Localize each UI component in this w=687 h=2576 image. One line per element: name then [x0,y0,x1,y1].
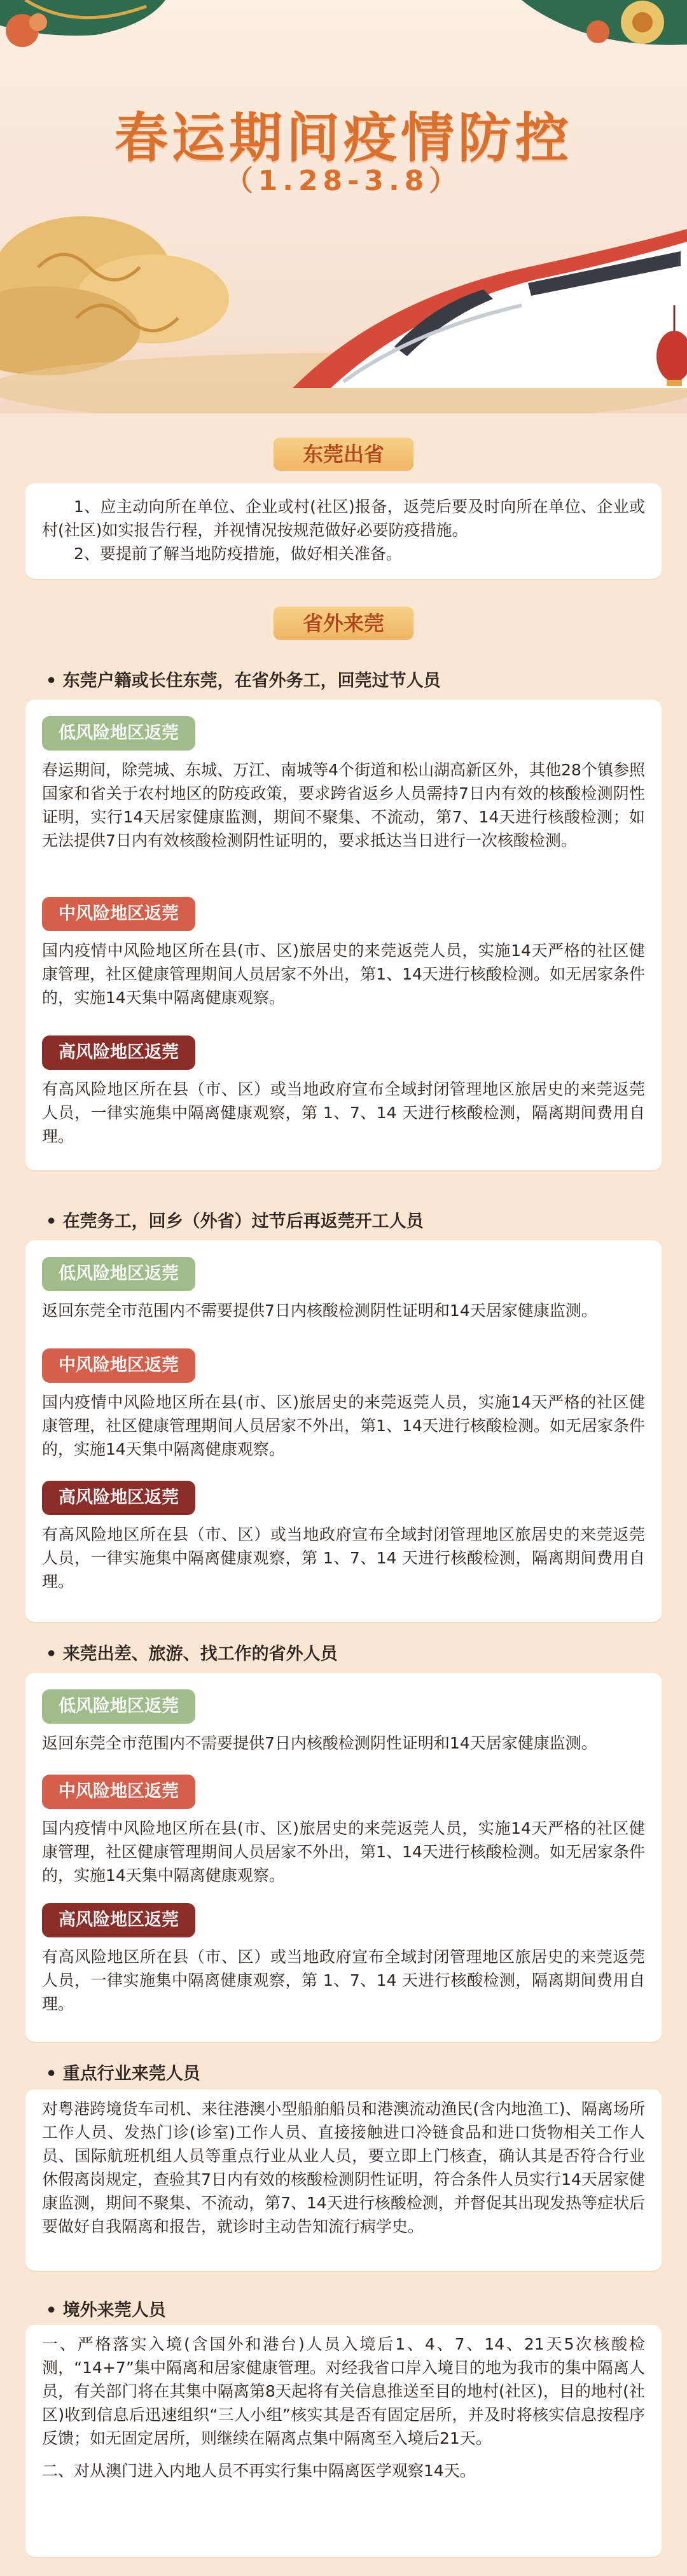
risk-text-mid: 国内疫情中风险地区所在县(市、区)旅居史的来莞返莞人员，实施14天严格的社区健康管理，社区健康管理期间人员居家不外出，第1、14天进行核酸检测。如无居家条件的，实施14天集中隔离健康观察。 [42,1819,645,1885]
risk-block-low [25,1689,662,1755]
group-heading-returning-workers: • 在莞务工，回乡（外省）过节后再返莞开工人员 [46,1212,424,1231]
risk-block-low [25,1257,662,1322]
risk-text-low: 返回东莞全市范围内不需要提供7日内核酸检测阴性证明和14天居家健康监测。 [42,1734,597,1752]
risk-block-mid [25,1775,662,1887]
risk-label-mid: 中风险地区返莞 [42,897,195,931]
risk-label-high: 高风险地区返莞 [42,1481,195,1515]
section-label-dongguan-out: 东莞出省 [274,438,413,471]
dongguan-out-item-1: 1、应主动向所在单位、企业或村(社区)报备，返莞后要及时向所在单位、企业或村(社区)如实报告行程，并视情况按规范做好必要防疫措施。 [42,497,645,539]
risk-text-mid: 国内疫情中风险地区所在县(市、区)旅居史的来莞返莞人员，实施14天严格的社区健康管理，社区健康管理期间人员居家不外出，第1、14天进行核酸检测。如无居家条件的，实施14天集中隔离健康观察。 [42,1393,645,1458]
group-heading-overseas-arrivals: • 境外来莞人员 [46,2301,166,2320]
overseas-item-2: 二、对从澳门进入内地人员不再实行集中隔离医学观察14天。 [42,2462,476,2480]
risk-block-high [25,1903,662,2016]
section-label-outside-province: 省外来莞 [274,607,413,640]
risk-label-low: 低风险地区返莞 [42,1689,195,1724]
decor-leaves-top-left-icon [0,0,165,47]
overseas-item-1: 一、严格落实入境(含国外和港台)人员入境后1、4、7、14、21天5次核酸检测，“14+7”集中隔离和居家健康管理。对经我省口岸入境目的地为我市的集中隔离人员，有关部门将在其集中隔离第8天起将有关信息推送至目的地村(社区)，目的地村(社区)收到信息后迅速组织“三人小组”核实其是否有固定居所，并及时将核实信息按程序反馈；如无固定居所，则继续在隔离点集中隔离至入境后21天。 [42,2335,645,2448]
card-dongguan-out [25,483,662,579]
risk-label-high: 高风险地区返莞 [42,1903,195,1937]
risk-text-high: 有高风险地区所在县（市、区）或当地政府宣布全域封闭管理地区旅居史的来莞返莞人员，一律实施集中隔离健康观察，第 1、7、14 天进行核酸检测，隔离期间费用自理。 [42,1948,645,2013]
risk-text-low: 返回东莞全市范围内不需要提供7日内核酸检测阴性证明和14天居家健康监测。 [42,1301,597,1320]
dongguan-out-item-2: 2、要提前了解当地防疫措施，做好相关准备。 [74,544,402,563]
decor-flowers-top-right-icon [522,0,687,45]
banner-illustration [0,0,687,413]
risk-label-mid: 中风险地区返莞 [42,1348,195,1383]
group-heading-native-workers: • 东莞户籍或长住东莞，在省外务工，回莞过节人员 [46,671,441,691]
card-group-overseas-arrivals [25,2325,662,2557]
risk-text-high: 有高风险地区所在县（市、区）或当地政府宣布全域封闭管理地区旅居史的来莞返莞人员，一律实施集中隔离健康观察，第 1、7、14 天进行核酸检测，隔离期间费用自理。 [42,1525,645,1591]
card-group-native-workers [25,700,662,1170]
risk-text-mid: 国内疫情中风险地区所在县(市、区)旅居史的来莞返莞人员，实施14天严格的社区健康管理，社区健康管理期间人员居家不外出，第1、14天进行核酸检测。如无居家条件的，实施14天集中隔离健康观察。 [42,941,645,1007]
key-industries-text: 对粤港跨境货车司机、来往港澳小型船舶船员和港澳流动渔民(含内地渔工)、隔离场所工作人员、发热门诊(诊室)工作人员、直接接触进口冷链食品和进口货物相关工作人员、国际航班机组人员等重点行业从业人员，要立即上门核查，确认其是否符合行业休假离岗规定，查验其7日内有效的核酸检测阴性证明，符合条件人员实行14天居家健康监测，期间不聚集、不流动，第7、14天进行核酸检测，并督促其出现发热等症状后要做好自我隔离和报告，就诊时主动告知流行病学史。 [42,2100,645,2236]
risk-text-high: 有高风险地区所在县（市、区）或当地政府宣布全域封闭管理地区旅居史的来莞返莞人员，一律实施集中隔离健康观察，第 1、7、14 天进行核酸检测，隔离期间费用自理。 [42,1080,645,1146]
group-heading-business-travelers: • 来莞出差、旅游、找工作的省外人员 [46,1644,338,1664]
risk-text-low: 春运期间，除莞城、东城、万江、南城等4个街道和松山湖高新区外，其他28个镇参照国家和省关于农村地区的防疫政策，要求跨省返乡人员需持7日内有效的核酸检测阴性证明，实行14天居家健康监测，期间不聚集、不流动，第7、14天进行核酸检测；如无法提供7日内有效核酸检测阴性证明的，要求抵达当日进行一次核酸检测。 [42,761,645,850]
risk-block-mid [25,1348,662,1461]
risk-block-low [25,716,662,852]
risk-block-high [25,1481,662,1593]
risk-block-high [25,1035,662,1148]
card-group-business-travelers [25,1673,662,2042]
page-subtitle-date-range: （1.28-3.8） [225,165,462,197]
risk-block-mid [25,897,662,1009]
header-banner [0,0,687,413]
group-heading-key-industries: • 重点行业来莞人员 [46,2064,200,2084]
page-title: 春运期间疫情防控 [114,107,572,169]
bullet-train-icon [293,229,687,388]
card-group-returning-workers [25,1240,662,1622]
risk-label-high: 高风险地区返莞 [42,1035,195,1070]
risk-label-mid: 中风险地区返莞 [42,1775,195,1809]
risk-label-low: 低风险地区返莞 [42,1257,195,1291]
card-group-key-industries [25,2089,662,2271]
risk-label-low: 低风险地区返莞 [42,716,195,751]
